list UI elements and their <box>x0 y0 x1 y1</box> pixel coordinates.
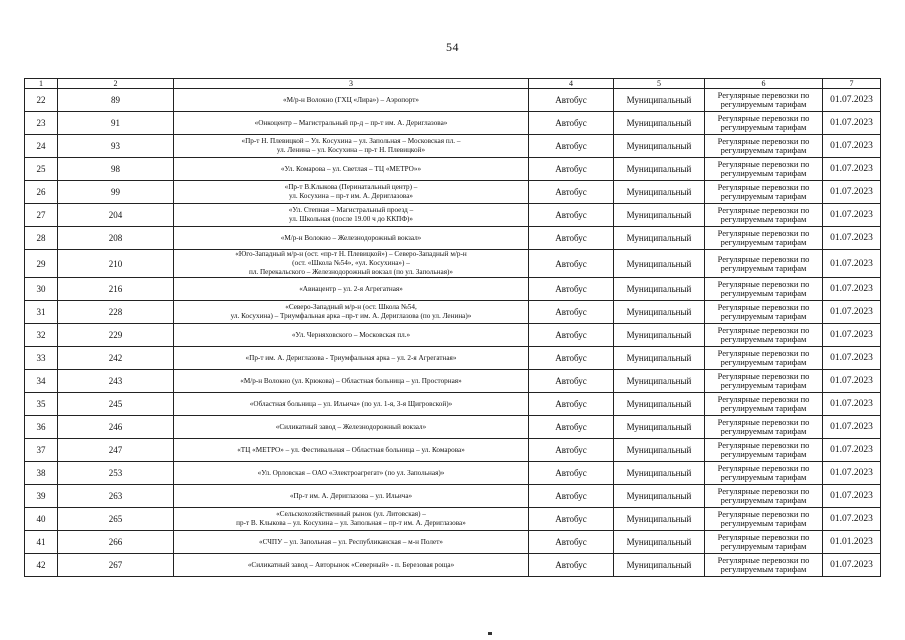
cell-transport-type: Автобус <box>529 250 614 278</box>
cell-route-number: 99 <box>58 181 174 204</box>
cell-transport-type: Автобус <box>529 227 614 250</box>
cell-row-number: 32 <box>25 324 58 347</box>
cell-route-path: «Ул. Комарова – ул. Светлая – ТЦ «МЕТРО»» <box>174 158 529 181</box>
cell-transport-mode: Регулярные перевозки по регулируемым тарифам <box>705 554 823 577</box>
cell-route-type: Муниципальный <box>614 393 705 416</box>
cell-transport-type: Автобус <box>529 370 614 393</box>
cell-transport-type: Автобус <box>529 416 614 439</box>
cell-route-path: «М/р-н Волокно (ул. Крюкова) – Областная больница – ул. Просторная» <box>174 370 529 393</box>
column-number: 1 <box>25 79 58 89</box>
cell-row-number: 31 <box>25 301 58 324</box>
cell-row-number: 38 <box>25 462 58 485</box>
cell-row-number: 36 <box>25 416 58 439</box>
cell-transport-type: Автобус <box>529 181 614 204</box>
cell-start-date: 01.07.2023 <box>823 439 881 462</box>
cell-transport-mode: Регулярные перевозки по регулируемым тарифам <box>705 485 823 508</box>
cell-row-number: 24 <box>25 135 58 158</box>
cell-transport-mode: Регулярные перевозки по регулируемым тарифам <box>705 301 823 324</box>
cell-route-path: «Онкоцентр – Магистральный пр-д – пр-т им. А. Дериглазова» <box>174 112 529 135</box>
cell-route-path: «М/р-н Волокно (ГХЦ «Лира») – Аэропорт» <box>174 89 529 112</box>
cell-route-type: Муниципальный <box>614 278 705 301</box>
column-number-row <box>25 79 881 89</box>
cell-route-path: «Авиацентр – ул. 2-я Агрегатная» <box>174 278 529 301</box>
cell-route-path: «Ул. Орловская – ОАО «Электроагрегат» (по ул. Запольная)» <box>174 462 529 485</box>
table-row <box>25 347 881 370</box>
cell-transport-mode: Регулярные перевозки по регулируемым тарифам <box>705 324 823 347</box>
column-number: 6 <box>705 79 823 89</box>
cell-route-type: Муниципальный <box>614 416 705 439</box>
cell-transport-type: Автобус <box>529 439 614 462</box>
table-row <box>25 135 881 158</box>
cell-row-number: 35 <box>25 393 58 416</box>
table-row <box>25 324 881 347</box>
column-number: 5 <box>614 79 705 89</box>
cell-route-path: «Пр-т им. А. Дериглазова – ул. Ильича» <box>174 485 529 508</box>
cell-start-date: 01.07.2023 <box>823 416 881 439</box>
cell-start-date: 01.07.2023 <box>823 278 881 301</box>
cell-route-path: «Силикатный завод – Авторынок «Северный» - п. Березовая роща» <box>174 554 529 577</box>
cell-transport-type: Автобус <box>529 158 614 181</box>
cell-row-number: 26 <box>25 181 58 204</box>
cell-route-type: Муниципальный <box>614 89 705 112</box>
cell-route-type: Муниципальный <box>614 135 705 158</box>
cell-route-number: 229 <box>58 324 174 347</box>
cell-transport-mode: Регулярные перевозки по регулируемым тарифам <box>705 89 823 112</box>
cell-route-type: Муниципальный <box>614 204 705 227</box>
cell-row-number: 33 <box>25 347 58 370</box>
cell-route-path: «Силикатный завод – Железнодорожный вокзал» <box>174 416 529 439</box>
cell-row-number: 28 <box>25 227 58 250</box>
cell-start-date: 01.07.2023 <box>823 135 881 158</box>
cell-start-date: 01.07.2023 <box>823 89 881 112</box>
cell-route-path: «Юго-Западный м/р-н (ост. «пр-т Н. Плевицкой») – Северо-Западный м/р-н (ост. «Школа №54», «ул. Косухина») – пл. Перекальского – Железнодорожный вокзал (по ул. Запольная)» <box>174 250 529 278</box>
table-row <box>25 485 881 508</box>
cell-row-number: 37 <box>25 439 58 462</box>
table-row <box>25 439 881 462</box>
cell-route-path: «М/р-н Волокно – Железнодорожный вокзал» <box>174 227 529 250</box>
table-row <box>25 278 881 301</box>
cell-row-number: 27 <box>25 204 58 227</box>
cell-route-path: «Ул. Черняховского – Московская пл.» <box>174 324 529 347</box>
cell-transport-mode: Регулярные перевозки по регулируемым тарифам <box>705 462 823 485</box>
cell-transport-type: Автобус <box>529 135 614 158</box>
cell-row-number: 39 <box>25 485 58 508</box>
cell-route-type: Муниципальный <box>614 301 705 324</box>
column-number: 2 <box>58 79 174 89</box>
table-row <box>25 112 881 135</box>
cell-transport-mode: Регулярные перевозки по регулируемым тарифам <box>705 439 823 462</box>
cell-route-number: 245 <box>58 393 174 416</box>
cell-route-path: «Ул. Степная – Магистральный проезд – ул. Школьная (после 19.00 ч до ККПФ)» <box>174 204 529 227</box>
table-row <box>25 204 881 227</box>
cell-route-type: Муниципальный <box>614 508 705 531</box>
cell-route-path: «СЧПУ – ул. Запольная – ул. Республиканская – м-н Полет» <box>174 531 529 554</box>
cell-row-number: 23 <box>25 112 58 135</box>
cell-route-path: «ТЦ «МЕТРО» – ул. Фестивальная – Областная больница – ул. Комарова» <box>174 439 529 462</box>
cell-start-date: 01.07.2023 <box>823 462 881 485</box>
cell-transport-mode: Регулярные перевозки по регулируемым тарифам <box>705 135 823 158</box>
cell-route-number: 204 <box>58 204 174 227</box>
cell-start-date: 01.07.2023 <box>823 347 881 370</box>
cell-transport-type: Автобус <box>529 278 614 301</box>
cell-start-date: 01.07.2023 <box>823 324 881 347</box>
cell-route-type: Муниципальный <box>614 324 705 347</box>
cell-route-type: Муниципальный <box>614 531 705 554</box>
cell-route-path: «Пр-т Н. Плевицкой – Ул. Косухина – ул. Запольная – Московская пл. – ул. Ленина – ул. Косухина – пр-т Н. Плевицкой» <box>174 135 529 158</box>
cell-start-date: 01.07.2023 <box>823 301 881 324</box>
cell-start-date: 01.07.2023 <box>823 370 881 393</box>
cell-route-path: «Сельскохозяйственный рынок (ул. Литовская) – пр-т В. Клыкова – ул. Косухина – ул. Запольная – пр-т им. А. Дериглазова» <box>174 508 529 531</box>
cell-transport-mode: Регулярные перевозки по регулируемым тарифам <box>705 416 823 439</box>
table-row <box>25 462 881 485</box>
cell-transport-mode: Регулярные перевозки по регулируемым тарифам <box>705 347 823 370</box>
cell-route-type: Муниципальный <box>614 554 705 577</box>
cell-route-path: «Северо-Западный м/р-н (ост. Школа №54, ул. Косухина) – Триумфальная арка –пр-т им. А. Дериглазова (по ул. Ленина)» <box>174 301 529 324</box>
table-row <box>25 554 881 577</box>
cell-transport-mode: Регулярные перевозки по регулируемым тарифам <box>705 531 823 554</box>
cell-transport-type: Автобус <box>529 554 614 577</box>
table-row <box>25 370 881 393</box>
cell-route-number: 228 <box>58 301 174 324</box>
scan-mark <box>488 632 492 635</box>
routes-table <box>24 78 881 577</box>
cell-transport-type: Автобус <box>529 204 614 227</box>
cell-row-number: 25 <box>25 158 58 181</box>
cell-transport-mode: Регулярные перевозки по регулируемым тарифам <box>705 112 823 135</box>
cell-route-number: 246 <box>58 416 174 439</box>
cell-route-type: Муниципальный <box>614 347 705 370</box>
cell-route-number: 266 <box>58 531 174 554</box>
cell-start-date: 01.07.2023 <box>823 158 881 181</box>
cell-transport-mode: Регулярные перевозки по регулируемым тарифам <box>705 393 823 416</box>
cell-route-number: 89 <box>58 89 174 112</box>
cell-route-number: 243 <box>58 370 174 393</box>
cell-transport-mode: Регулярные перевозки по регулируемым тарифам <box>705 158 823 181</box>
cell-row-number: 29 <box>25 250 58 278</box>
cell-route-type: Муниципальный <box>614 250 705 278</box>
cell-transport-type: Автобус <box>529 89 614 112</box>
cell-transport-type: Автобус <box>529 531 614 554</box>
cell-route-number: 91 <box>58 112 174 135</box>
table-row <box>25 393 881 416</box>
cell-route-number: 216 <box>58 278 174 301</box>
cell-row-number: 42 <box>25 554 58 577</box>
table-row <box>25 416 881 439</box>
cell-route-path: «Пр-т им. А. Дериглазова - Триумфальная арка – ул. 2-я Агрегатная» <box>174 347 529 370</box>
cell-start-date: 01.07.2023 <box>823 227 881 250</box>
table-row <box>25 301 881 324</box>
cell-transport-mode: Регулярные перевозки по регулируемым тарифам <box>705 204 823 227</box>
table-row <box>25 508 881 531</box>
cell-transport-type: Автобус <box>529 347 614 370</box>
cell-transport-mode: Регулярные перевозки по регулируемым тарифам <box>705 508 823 531</box>
routes-table-body <box>25 79 881 577</box>
column-number: 4 <box>529 79 614 89</box>
table-row <box>25 158 881 181</box>
cell-row-number: 34 <box>25 370 58 393</box>
cell-row-number: 22 <box>25 89 58 112</box>
cell-route-type: Муниципальный <box>614 227 705 250</box>
table-row <box>25 531 881 554</box>
cell-route-number: 208 <box>58 227 174 250</box>
cell-route-number: 247 <box>58 439 174 462</box>
cell-start-date: 01.01.2023 <box>823 531 881 554</box>
cell-route-path: «Пр-т В.Клыкова (Перинатальный центр) – ул. Косухина – пр-т им. А. Дериглазова» <box>174 181 529 204</box>
table-row <box>25 227 881 250</box>
cell-route-type: Муниципальный <box>614 370 705 393</box>
page-number: 54 <box>446 40 459 54</box>
cell-route-number: 267 <box>58 554 174 577</box>
cell-route-type: Муниципальный <box>614 485 705 508</box>
cell-transport-type: Автобус <box>529 462 614 485</box>
cell-row-number: 40 <box>25 508 58 531</box>
cell-row-number: 30 <box>25 278 58 301</box>
cell-transport-type: Автобус <box>529 324 614 347</box>
cell-start-date: 01.07.2023 <box>823 250 881 278</box>
cell-transport-type: Автобус <box>529 485 614 508</box>
cell-transport-type: Автобус <box>529 508 614 531</box>
cell-transport-mode: Регулярные перевозки по регулируемым тарифам <box>705 278 823 301</box>
cell-route-type: Муниципальный <box>614 439 705 462</box>
cell-route-number: 93 <box>58 135 174 158</box>
cell-start-date: 01.07.2023 <box>823 181 881 204</box>
cell-route-number: 242 <box>58 347 174 370</box>
table-row <box>25 89 881 112</box>
table-row <box>25 250 881 278</box>
cell-start-date: 01.07.2023 <box>823 485 881 508</box>
cell-row-number: 41 <box>25 531 58 554</box>
cell-transport-mode: Регулярные перевозки по регулируемым тарифам <box>705 250 823 278</box>
cell-transport-type: Автобус <box>529 393 614 416</box>
cell-route-path: «Областная больница – ул. Ильича» (по ул. 1-я, 3-я Щигровской)» <box>174 393 529 416</box>
cell-route-number: 253 <box>58 462 174 485</box>
cell-route-number: 210 <box>58 250 174 278</box>
cell-transport-mode: Регулярные перевозки по регулируемым тарифам <box>705 370 823 393</box>
cell-transport-mode: Регулярные перевозки по регулируемым тарифам <box>705 181 823 204</box>
cell-start-date: 01.07.2023 <box>823 112 881 135</box>
column-number: 3 <box>174 79 529 89</box>
table-row <box>25 181 881 204</box>
cell-transport-type: Автобус <box>529 112 614 135</box>
cell-route-type: Муниципальный <box>614 158 705 181</box>
cell-start-date: 01.07.2023 <box>823 554 881 577</box>
cell-start-date: 01.07.2023 <box>823 393 881 416</box>
cell-route-type: Муниципальный <box>614 462 705 485</box>
cell-route-type: Муниципальный <box>614 112 705 135</box>
cell-route-number: 98 <box>58 158 174 181</box>
cell-route-number: 263 <box>58 485 174 508</box>
cell-transport-mode: Регулярные перевозки по регулируемым тарифам <box>705 227 823 250</box>
cell-route-type: Муниципальный <box>614 181 705 204</box>
cell-start-date: 01.07.2023 <box>823 204 881 227</box>
column-number: 7 <box>823 79 881 89</box>
cell-start-date: 01.07.2023 <box>823 508 881 531</box>
cell-transport-type: Автобус <box>529 301 614 324</box>
cell-route-number: 265 <box>58 508 174 531</box>
